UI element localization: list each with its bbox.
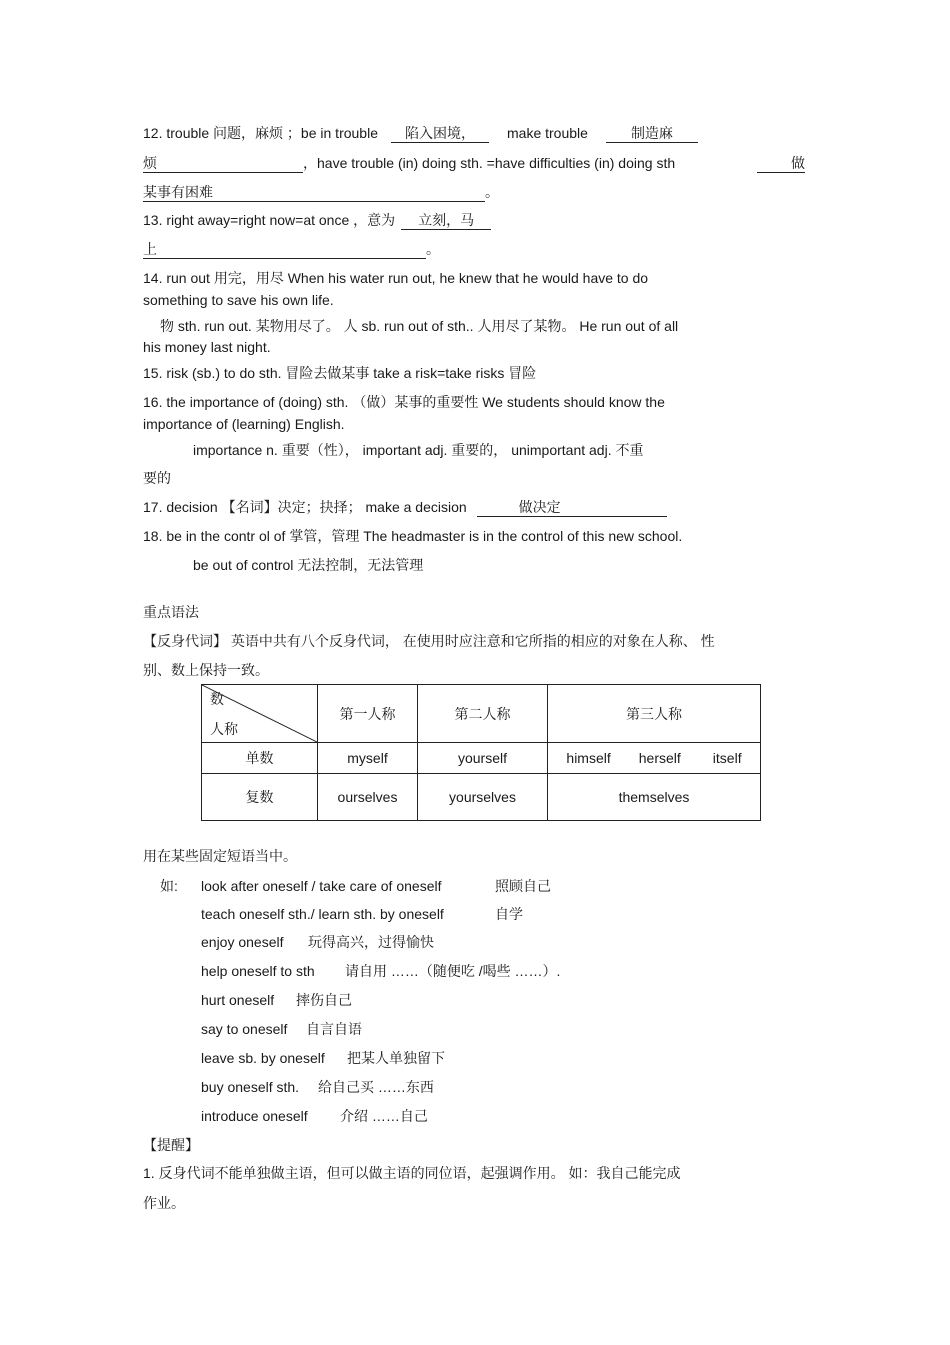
vocab-line-16c: importance n. 重要（性）， important adj. 重要的， unimportant adj. 不重 [193,442,644,458]
answer-blank: 立刻，马 [401,211,491,230]
phrase-zh: 玩得高兴，过得愉快 [308,934,434,950]
list-item [201,1019,287,1039]
vocab-line-12b [143,153,675,173]
list-item [201,1106,308,1126]
vocab-text: 。 [426,241,440,257]
vocab-line-14c: 物 sth. run out. 某物用尽了。 人 sb. run out of sth.. 人用尽了某物。 He run out of all [160,318,679,334]
phrase-en: introduce oneself [201,1108,308,1124]
cell-second-plural: yourselves [418,774,548,821]
phrase-en: look after oneself / take care of oneself [201,878,442,894]
vocab-line-18b: be out of control 无法控制，无法管理 [193,557,424,573]
list-item [201,1048,325,1068]
table-header-second-person: 第二人称 [418,685,548,743]
vocab-line-16d: 要的 [143,470,171,486]
vocab-line-12a [143,123,698,143]
answer-blank [477,498,667,517]
list-item [201,1077,299,1097]
vocab-line-13b [143,239,440,259]
vocab-text: 。 [485,184,499,200]
phrase-en: teach oneself sth./ learn sth. by oneself [201,906,444,922]
usage-intro: 用在某些固定短语当中。 [143,848,297,864]
pronoun-itself: itself [712,750,742,766]
answer-blank: 烦 [143,154,303,173]
cell-third-plural: themselves [548,774,761,821]
vocab-line-17 [143,497,667,517]
vocab-line-16a: 16. the importance of (doing) sth. （做）某事的重要性 We students should know the [143,394,665,410]
phrase-en: leave sb. by oneself [201,1050,325,1066]
phrase-en: help oneself to sth [201,963,315,979]
table-corner-cell [202,685,318,743]
phrase-zh: 照顾自己 [495,878,551,894]
table-header-third-person: 第三人称 [548,685,761,743]
list-item [201,904,444,924]
table-header-first-person: 第一人称 [318,685,418,743]
reminder-heading: 【提醒】 [143,1137,199,1153]
phrase-en: enjoy oneself [201,934,284,950]
pronoun-herself: herself [638,750,681,766]
phrase-zh: 自言自语 [306,1021,362,1037]
list-item [201,876,441,896]
table-header-row [202,685,761,743]
vocab-line-12b-blank [757,153,805,173]
vocab-text: make trouble [507,125,588,141]
vocab-line-14a: 14. run out 用完，用尽 When his water run out, he knew that he would have to do [143,270,649,286]
answer-blank: 某事有困难 [143,183,485,202]
row-label-singular: 单数 [202,743,318,774]
phrase-zh: 给自己买 ……东西 [318,1079,434,1095]
answer-blank: 做 [757,154,805,173]
vocab-line-12c [143,182,499,202]
grammar-intro-1: 【反身代词】 英语中共有八个反身代词， 在使用时应注意和它所指的相应的对象在人称、 性 [143,633,715,649]
reflexive-pronoun-table [201,684,761,821]
answer-blank: 制造麻 [606,124,698,143]
vocab-line-15: 15. risk (sb.) to do sth. 冒险去做某事 take a risk=take risks 冒险 [143,365,537,381]
answer-blank: 陷入困境， [391,124,489,143]
section-heading: 重点语法 [143,604,199,620]
phrase-en: say to oneself [201,1021,288,1037]
phrase-zh: 请自用 ……（随便吃 /喝些 ……）. [345,963,561,979]
row-label-plural: 复数 [202,774,318,821]
phrase-zh: 自学 [495,906,523,922]
vocab-line-14b: something to save his own life. [143,292,334,308]
vocab-line-18a: 18. be in the contr ol of 掌管，管理 The headmaster is in the control of this new school. [143,528,683,544]
vocab-text: ，have trouble (in) doing sth. =have difficulties (in) doing sth [303,155,676,171]
note-1b: 作业。 [143,1195,185,1211]
vocab-text: 12. trouble 问题，麻烦 ；be in trouble [143,125,378,141]
vocab-text: 17. decision 【名词】决定；抉择； make a decision [143,499,467,515]
vocab-line-13a [143,210,491,230]
phrase-zh: 把某人单独留下 [347,1050,445,1066]
corner-label-person: 人称 [210,721,238,737]
table-row [202,774,761,821]
answer-text: 做决定 [518,499,561,515]
grammar-intro-2: 别、数上保持一致。 [143,662,269,678]
cell-first-singular: myself [318,743,418,774]
phrase-zh: 摔伤自己 [296,992,352,1008]
list-item [201,961,315,981]
phrase-en: hurt oneself [201,992,275,1008]
table-row [202,743,761,774]
vocab-text: 13. right away=right now=at once ，意为 [143,212,396,228]
vocab-line-14d: his money last night. [143,339,271,355]
list-item [201,932,284,952]
phrase-en: buy oneself sth. [201,1079,300,1095]
answer-blank: 上 [143,240,426,259]
vocab-line-16b: importance of (learning) English. [143,416,345,432]
corner-label-number: 数 [210,691,224,707]
list-item [201,990,274,1010]
cell-third-singular [548,743,761,774]
phrase-zh: 介绍 ……自己 [340,1108,428,1124]
pronoun-himself: himself [566,750,611,766]
note-1a: 1. 反身代词不能单独做主语，但可以做主语的同位语，起强调作用。 如：我自己能完成 [143,1165,681,1181]
cell-first-plural: ourselves [318,774,418,821]
cell-second-singular: yourself [418,743,548,774]
example-label: 如: [160,878,178,894]
